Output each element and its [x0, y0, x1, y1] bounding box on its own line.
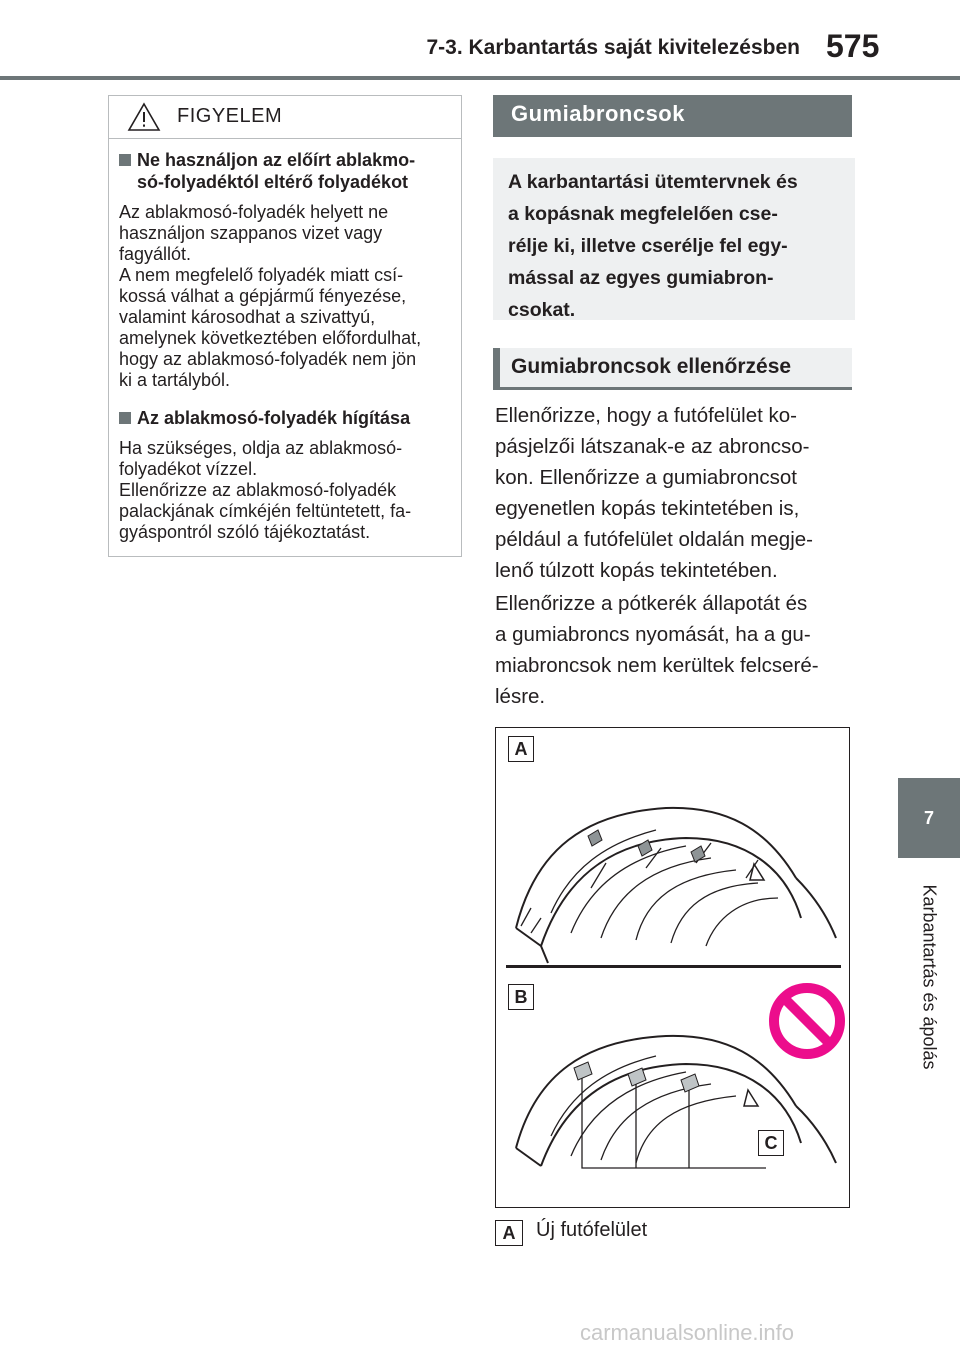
warning-item-text	[119, 202, 451, 391]
warning-item-heading	[119, 407, 451, 429]
text-line: Ellenőrizze, hogy a futófelület ko-	[495, 404, 797, 427]
chapter-side-label: Karbantartás és ápolás	[919, 884, 940, 1070]
header-rule	[0, 76, 960, 80]
text-line: egyenetlen kopás tekintetében is,	[495, 497, 800, 520]
page-number: 575	[826, 28, 880, 64]
figure-label-a: A	[508, 736, 534, 762]
figure-label-c: C	[758, 1130, 784, 1156]
chapter-tab[interactable]: 7	[898, 778, 960, 858]
subsection-heading-bar	[493, 348, 500, 390]
warning-triangle-icon	[127, 102, 161, 132]
text-line: Ellenőrizze az ablakmosó-folyadék	[119, 480, 397, 500]
text-line: folyadékot vízzel.	[119, 459, 258, 479]
paragraph	[495, 400, 845, 586]
text-line: lésre.	[495, 685, 546, 708]
text-line: gyáspontról szóló tájékoztatást.	[119, 522, 371, 542]
figure-divider	[506, 965, 841, 968]
warning-box	[108, 95, 462, 557]
text-line: a gumiabroncs nyomását, ha a gu-	[495, 623, 811, 646]
warning-item-heading-line: Ne használjon az előírt ablakmo-	[137, 150, 416, 170]
text-line: Ellenőrizze a pótkerék állapotát és	[495, 592, 808, 615]
text-line: használjon szappanos vizet vagy	[119, 223, 383, 243]
intro-line: rélje ki, illetve cserélje fel egy-	[508, 235, 788, 257]
text-line: Az ablakmosó-folyadék helyett ne	[119, 202, 389, 222]
warning-title: FIGYELEM	[177, 105, 283, 127]
warning-item-heading-line: só-folyadéktól eltérő folyadékot	[137, 172, 409, 192]
text-line: lenő túlzott kopás tekintetében.	[495, 559, 778, 582]
subsection-heading	[493, 348, 852, 390]
new-tread-tire-illustration	[496, 768, 849, 993]
worn-tread-tire-illustration	[496, 998, 849, 1213]
section-heading: Gumiabroncsok	[493, 95, 852, 137]
warning-item-text	[119, 438, 451, 543]
text-line: hogy az ablakmosó-folyadék nem jön	[119, 349, 417, 369]
text-line: palackjának címkéjén feltüntetett, fa-	[119, 501, 412, 521]
text-line: például a futófelület oldalán megje-	[495, 528, 813, 551]
tire-tread-figure	[495, 727, 850, 1208]
subsection-heading-text: Gumiabroncsok ellenőrzése	[511, 355, 792, 378]
warning-item-heading-line: Az ablakmosó-folyadék hígítása	[137, 408, 411, 428]
text-line: amelynek következtében előfordulhat,	[119, 328, 422, 348]
text-line: kossá válhat a gépjármű fényezése,	[119, 286, 407, 306]
text-line: kon. Ellenőrizze a gumiabroncsot	[495, 466, 797, 489]
text-line: Ha szükséges, oldja az ablakmosó-	[119, 438, 403, 458]
section-intro-box	[493, 158, 855, 320]
caption-label: A	[495, 1220, 523, 1246]
watermark: carmanualsonline.info	[580, 1320, 795, 1345]
bullet-square-icon	[119, 412, 131, 424]
running-header-title: 7-3. Karbantartás saját kivitelezésben	[426, 36, 800, 59]
intro-line: a kopásnak megfelelően cse-	[508, 203, 778, 225]
text-line: ki a tartályból.	[119, 370, 231, 390]
intro-line: A karbantartási ütemtervnek és	[508, 171, 798, 193]
paragraph	[495, 588, 845, 712]
intro-line: mással az egyes gumiabron-	[508, 267, 774, 289]
text-line: valamint károsodhat a szivattyú,	[119, 307, 376, 327]
warning-item-heading	[119, 149, 451, 193]
caption-text: Új futófelület	[536, 1219, 648, 1241]
bullet-square-icon	[119, 154, 131, 166]
figure-label-b: B	[508, 984, 534, 1010]
text-line: fagyállót.	[119, 244, 192, 264]
text-line: pásjelzői látszanak-e az abroncso-	[495, 435, 810, 458]
warning-header	[109, 96, 461, 139]
text-line: A nem megfelelő folyadék miatt csí-	[119, 265, 404, 285]
intro-line: csokat.	[508, 299, 576, 321]
text-line: miabroncsok nem kerültek felcseré-	[495, 654, 819, 677]
